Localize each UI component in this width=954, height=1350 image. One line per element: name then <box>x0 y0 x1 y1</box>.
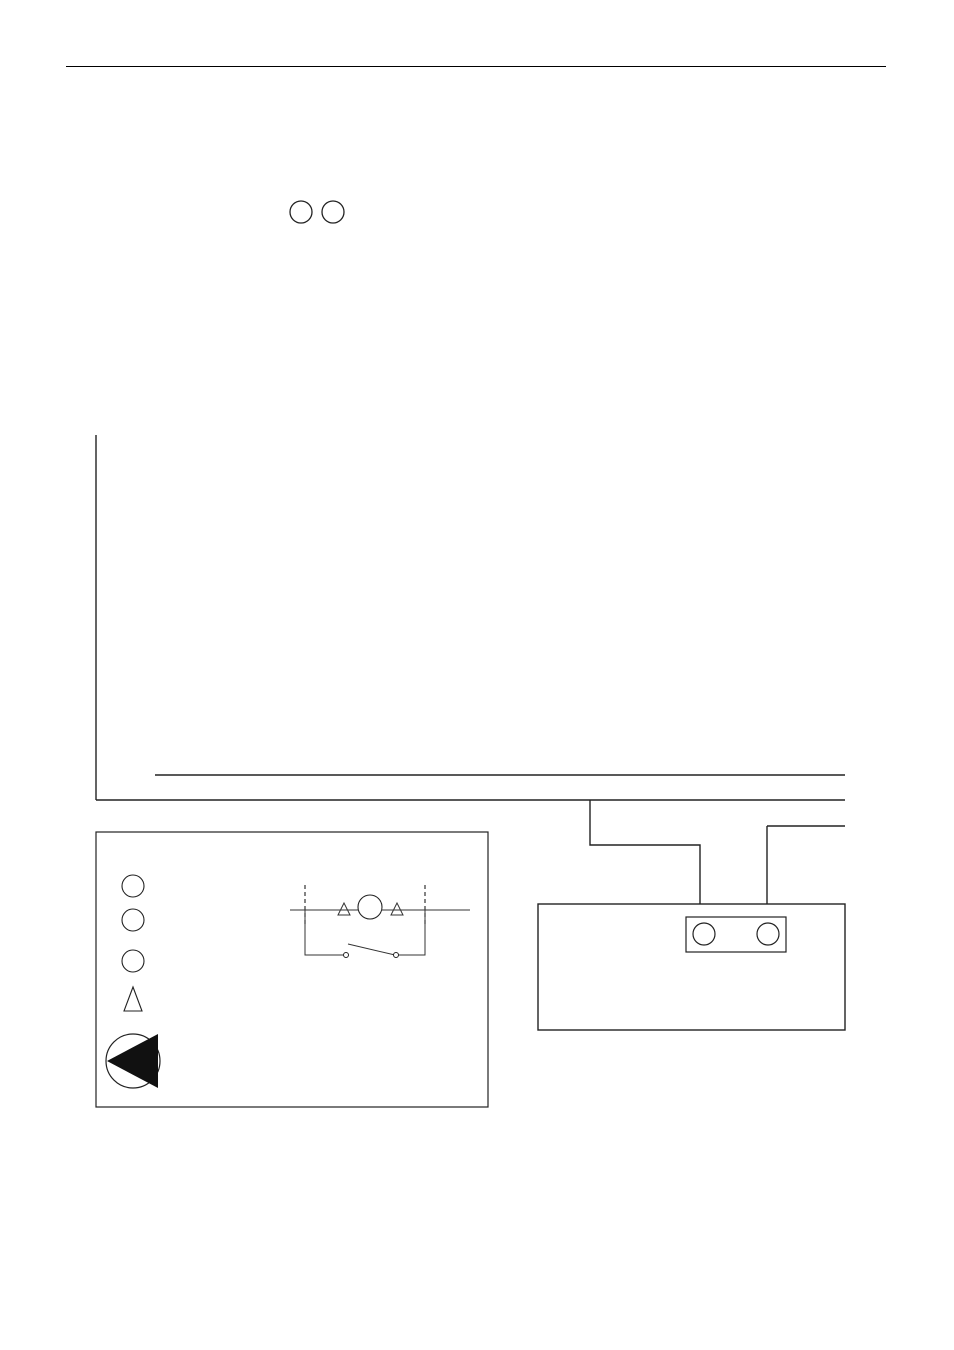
heater-feed <box>590 800 845 905</box>
notes-panel <box>96 832 488 1107</box>
zones-layer <box>290 201 344 223</box>
common-bus <box>96 435 845 800</box>
zone-1 <box>290 201 344 223</box>
